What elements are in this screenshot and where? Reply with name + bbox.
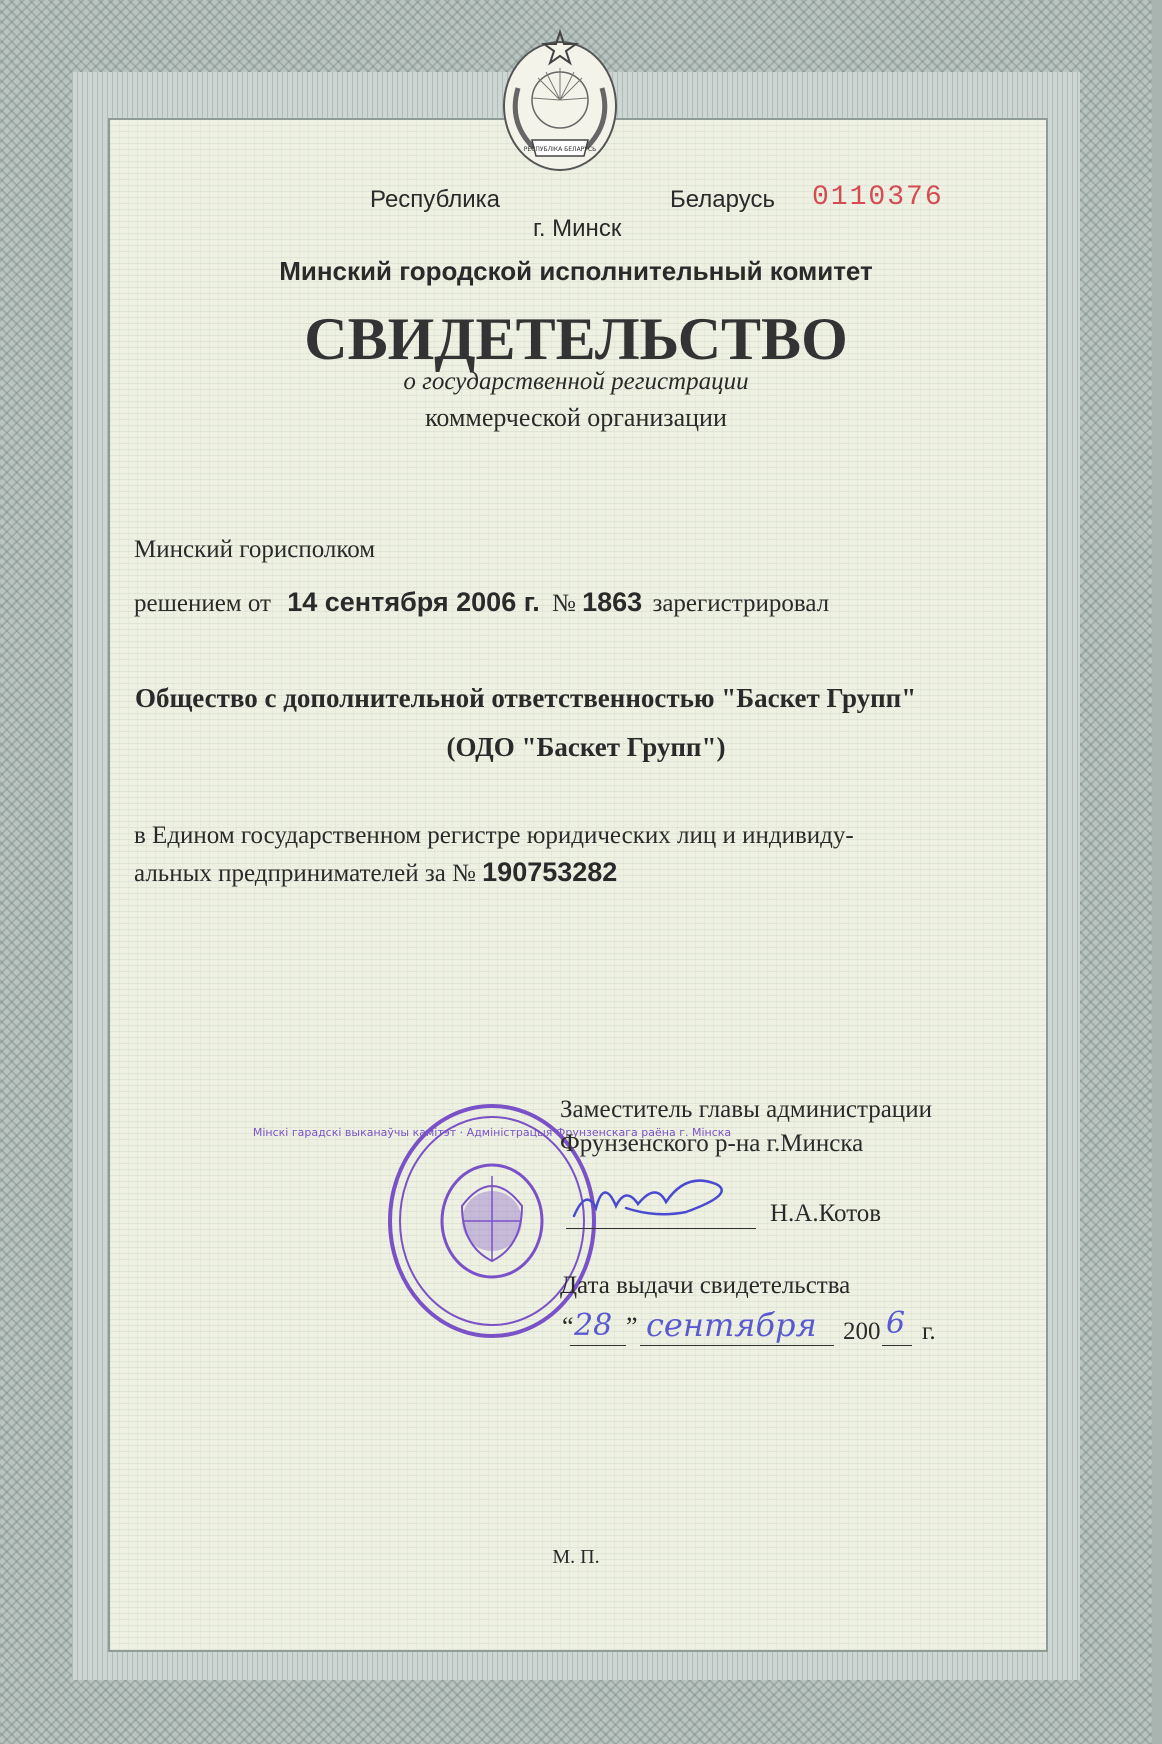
year-prefix: 200 — [843, 1318, 881, 1345]
title-subtitle: о государственной регистрации — [403, 368, 749, 395]
authority-name: Минский городской исполнительный комитет — [279, 256, 873, 286]
handwritten-signature — [566, 1168, 746, 1228]
register-line-2 — [134, 857, 617, 888]
register-prefix: альных предпринимателей за № — [134, 860, 476, 887]
country-left: Республика — [370, 186, 501, 213]
signer-name: Н.А.Котов — [770, 1200, 882, 1227]
issue-date-label: Дата выдачи свидетельства — [560, 1272, 851, 1299]
emblem-ribbon-text: РЕСПУБЛІКА БЕЛАРУСЬ — [523, 146, 597, 153]
year-suffix: г. — [922, 1318, 936, 1345]
stamp-place: М. П. — [552, 1546, 600, 1568]
organization-short-name: (ОДО "Баскет Групп") — [446, 732, 726, 762]
number-sign: № — [552, 590, 576, 617]
decision-prefix: решением от — [134, 590, 271, 617]
registrar-line: Минский горисполком — [134, 536, 376, 563]
signer-position-1: Заместитель главы администрации — [560, 1096, 932, 1123]
city: г. Минск — [533, 215, 622, 242]
signature-line — [566, 1228, 756, 1229]
decision-suffix: зарегистрировал — [652, 590, 830, 617]
issue-quote-close: ” — [626, 1312, 638, 1341]
issue-quote-open: “ — [562, 1312, 574, 1341]
decision-line — [134, 587, 829, 618]
organization-full-name: Общество с дополнительной ответственностью "Баскет Групп" — [135, 683, 917, 713]
decision-date: 14 сентября 2006 г. — [287, 587, 540, 617]
issue-month: сентября — [646, 1306, 817, 1344]
country-right: Беларусь — [670, 186, 775, 213]
serial-number: 0110376 — [812, 182, 944, 213]
year-digit: 6 — [886, 1306, 906, 1341]
issue-day: 28 — [574, 1308, 613, 1343]
page-title: СВИДЕТЕЛЬСТВО — [304, 306, 848, 372]
decision-number: 1863 — [582, 587, 643, 617]
signer-position-2: Фрунзенского р-на г.Минска — [560, 1130, 864, 1157]
title-subtitle-2: коммерческой организации — [425, 403, 727, 432]
seal-ring-text: Мінскі гарадскі выканаўчы камітэт · Адміністрацыя Фрунзенскага раёна г. Мінска — [252, 1126, 732, 1139]
day-underline — [570, 1345, 626, 1346]
state-emblem-icon — [498, 28, 622, 176]
month-underline — [640, 1345, 834, 1346]
register-line-1: в Едином государственном регистре юридических лиц и индивиду- — [134, 822, 854, 849]
register-number: 190753282 — [482, 857, 618, 887]
year-underline — [882, 1345, 912, 1346]
